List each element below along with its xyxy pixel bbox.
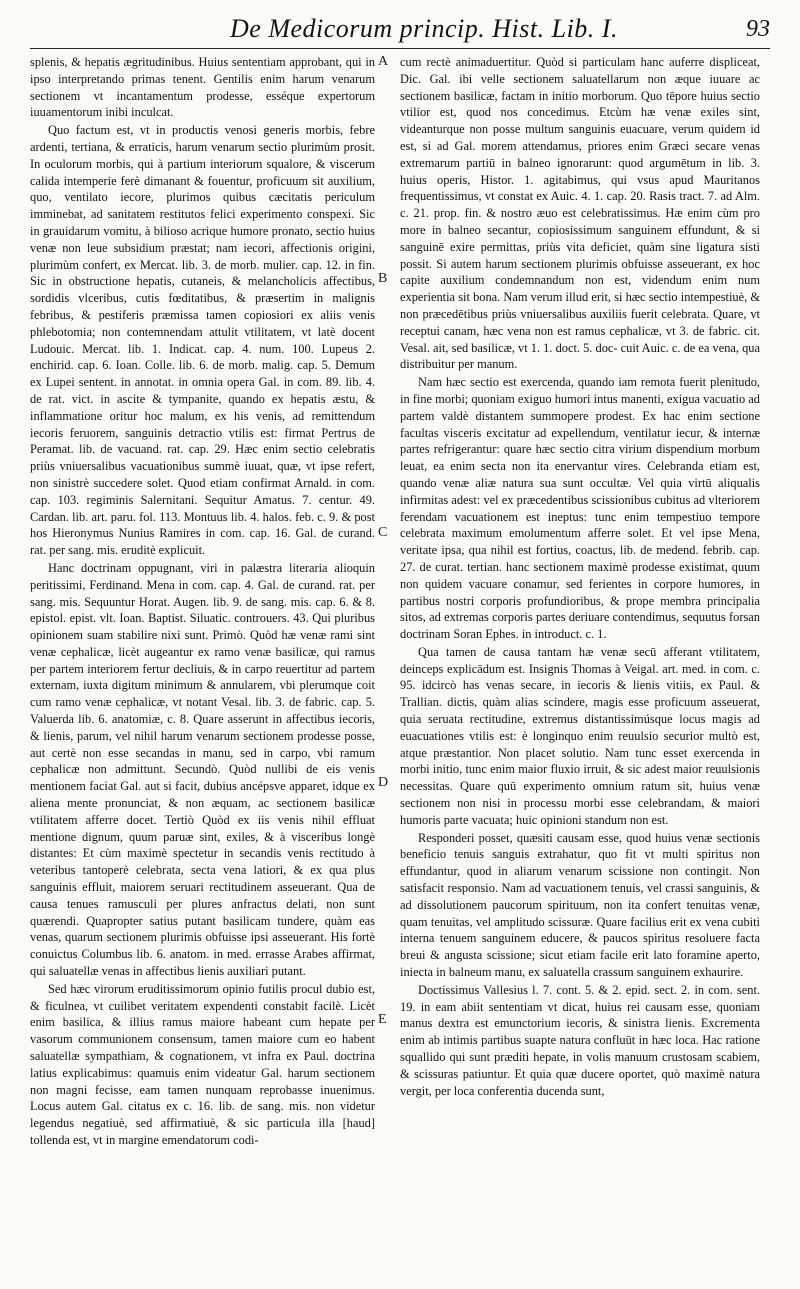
paragraph: splenis, & hepatis ægritudinibus. Huius sententiam approbant, qui in ipso interpretando primas tenent. Gentilis enim harum venarum sectionem vt incantamentum prodesse, esséque expertorum iuuamentorum inibi inculcat. <box>30 55 375 120</box>
paragraph: Doctissimus Vallesius l. 7. cont. 5. & 2. epid. sect. 2. in com. sent. 19. in eam abiit sententiam vt dicat, huius rei causam esse, quoniam manus dextra est emunctorium iecoris, & sinistra lienis. Excrementa enim ab intimis partibus suapte natura confluūt in hæc loca. Hac ratione squallido qui sunt præditi hepate, in volis manuum crustosam scabiem, & scissuras patiuntur. Et quia quæ ducere oportet, quò maximè natura vergit, per loca conferentia ducenda sunt, <box>400 982 760 1098</box>
paragraph: Quo factum est, vt in productis venosi generis morbis, febre ardenti, tertiana, & erraticis, harum venarum sectio plurimùm prosit. In oculorum morbis, qui à partium interiorum squalore, & viscerum calida intemperie ferè dimanant & fouentur, proficuum sit auxilium, quo, ventilato iecore, plurimos quibus cæcitatis periculum imminebat, ad sanitatem restitutos felici experimento conspexi. Sic in grauidarum vomitu, à bilioso acrique humore pronato, sectio huius venæ non leue subsidium præstat; nam iecori, affectionis origini, plurimùm confert, ex Mercat. lib. 3. de morb. mulier. cap. 12. in fin. Sic in obstructione hepatis, cutaneis, & melancholicis affectibus, sordidis vlceribus, cutis fœditatibus, & præsertim in malignis febribus, & pestiferis præmissa tamen copiosiori ex aliis venis phlebotomia; non contemnendam attulit vtilitatem, vt latè docent Ludouic. Mercat. lib. 1. Indicat. cap. 4. num. 100. Lupeus 2. enchirid. cap. 6. Ioan. Colle. lib. 6. de morb. malig. cap. 5. Demum ex Lupei sentent. in annotat. in omnia opera Gal. in com. 89. lib. 4. de rat. vict. in ascite & tympanite, quando ex hepatis æstu, & inflammatione oritur hoc malum, ex his venis, ad remittendum iecoris feruorem, sanguinis detractio vtilis est: firmat Pertrus de Peramat. lib. de vacuand. rat. cap. 29. Hæc enim sectio celebratis priùs vniuersalibus vacuationibus summè iuuat, quæ, vt ipse refert, non sinistrè succedere solet. Quod etiam confirmat Arnald. in com. cap. 103. regiminis Salernitani. Sequitur Amatus. 7. centur. 49. Cardan. lib. art. paru. fol. 113. Montuus lib. 4. halos. feb. c. 9. & post hos Hieronymus Nunius Ramires in com. cap. 16. Gal. de curand. rat. per sang. mis. eruditè explicuit. <box>30 123 375 558</box>
right-column <box>400 54 760 1284</box>
paragraph: cum rectè animaduertitur. Quòd si particulam hanc auferre displiceat, Dic. Gal. ibi velle sectionem saluatellarum non æque iuuare ac sectionem basilicæ, factam in initio morborum. Quo tēpore huius sectio vtilior est, quod nos concedimus. Etcùm hæ venæ exiles sint, videanturque non posse multum sanguinis euacuare, verum quidem id est, si ad Gal. morem attendamus, priores enim Græci secare venas extremarum partiū in balneo ignorarunt: quod argumētum in lib. 3. huius operis, Histor. 1. agitabimus, qui vsus apud Mauritanos frequentissimus, vt constat ex Auic. 4. 1. cap. 20. Rasis tract. 7. ad Alm. c. 21. prop. fin. & nostro æuo est celebratissimus. Hæ enim cùm pro more in balneo secantur, copiosissimum sanguinem effundunt, & si sanguinē exire permittas, priùs vita deficiet, quàm sine ligatura sisti possit. Si autem harum sectionem plurimis obfuisse asseuerant, ex hoc capite auxilium condemnandum non est, videndum enim num experientia sit bona. Nam verum illud erit, si hæc sectio intempestiuè, & non præcedētibus priùs vniuersalibus auxiliis fuerit celebrata. Quare, vt receptui canam, hæc vena non est ramus cephalicæ, vt 3. de fabric. cit. Vesal. ait, sed basilicæ, vt 1. 1. doct. 5. doc- cuit Auic. c. de ea vena, qua distribuitur per manum. <box>400 55 760 372</box>
paragraph: Nam hæc sectio est exercenda, quando iam remota fuerit plenitudo, in fine morbi; quoniam exiguo humori intus manenti, exigua vacuatio ad partem valdè distantem summopere prodest. Ex hac enim sectione facultas visceris excitatur ad expellendum, ventilatur iecur, & internæ partes refrigerantur: quare hæc sectio citra virium dispendium morbum leuat, ea enim secta non ita enervantur vires. Celebranda etiam est, quando venæ aliæ natura sua sunt occultæ. Vel quia virtū aliqualis infirmitas adest: vel ex præcedentibus scissionibus cubitus ad vlteriorem ferendam vacuationem est ineptus: tunc enim tempestiuo tempore celebrata maximum emolumentum afferre solet. Et vel ipse Mena, veritate ipsa, qua nihil est fortius, coactus, lib. de medend. febrib. cap. 27. de curat. tertian. hanc sectionem maximè prodesse existimat, quum non quidem vacuare conamur, sed ferientes in corpore humores, in partibus nostri corporis profundioribus, & prope membra principalia sitos, ad extremas corporis partes deriuare contendimus, sequutus forsan doctrinam Soran Ephes. in introduct. c. 1. <box>400 375 760 642</box>
section-letter-e: E <box>378 1012 387 1027</box>
left-column <box>30 54 375 1284</box>
paragraph: Qua tamen de causa tantam hæ venæ secū afferant vtilitatem, deinceps explicādum est. Insignis Thomas à Veigal. art. med. in com. c. 95. idcircò has venas secare, in iecoris & lienis vitiis, ex Paul. & Trallian. dictis, quàm alias scindere, magis esse proficuum asseuerat, quia seruata rectitudine, extremus distantissimúsque locus magis ad euacuationes vtilis est: è longinquo enim reuulsio securior multò est, atque præstantior. Non placet solutio. Nam tunc esset exercenda in morbi initio, tunc enim maior fluxio irruit, & sic adest maior reuulsionis necessitas. Quare quū experimento omnium ratum sit, huius venæ sectionem non nisi in processu morbi esse celebrandam, & maiori humoris parte vacuata; huic opinioni standum non est. <box>400 644 760 827</box>
running-head: De Medicorum princip. Hist. Lib. I. <box>230 14 618 43</box>
page-number: 93 <box>746 16 770 42</box>
page-header <box>30 8 770 49</box>
section-letter-b: B <box>378 271 388 286</box>
section-letter-d: D <box>378 775 389 790</box>
paragraph: Hanc doctrinam oppugnant, viri in palæstra literaria alioquin peritissimi, Ferdinand. Mena in com. cap. 4. Gal. de curand. rat. per sang. mis. Sequuntur Horat. Augen. lib. 9. de sang. mis. cap. 6. & 8. epistol. epist. vlt. Ioan. Baptist. Siluatic. controuers. 43. Qui pluribus opinionem suam stabilire nixi sunt. Primò. Quòd hæ venæ rami sint venæ cephalicæ, licèt augeantur ex ramo venæ basilicæ, qui ramus per partem interiorem fertur decliuis, & in carpo reuertitur ad partem externam, iuxta digitum minimum & annularem, vbi plerumque coit cum ramo venæ cephalicæ, vt notant Vesal. lib. 3. de fabric. cap. 5. Valuerda lib. 6. anatomiæ, c. 8. Quare asserunt in affectibus iecoris, & lienis, parum, vel nihil harum venarum sectionem prodesse posse, aut certè non esse secandas in manu, sed in carpo, vbi ramum cephalicæ non admittunt. Secundò. Quòd nullibi de eis venis mentionem faciat Gal. aut si facit, dubius ancépsve apparet, idque ex aliena mente pronunciat, & non æquam, ac sectionem basilicæ vtilitatem afferre docet. Tertiò Quòd ex iis venis nihil effluat mentione dignum, quum paruæ sint, exiles, & à visceribus longè distantes: Et cùm maximè spectetur in secandis venis rectitudo à veteribus tantoperè celebrata, secta vena latiori, & ex qua plus sanguinis effluit, maiorem seruari rectitudinem asseuerant. Qua de causa tenues ramusculi per plures anfractus delati, non sunt quærendi. Quapropter satius putant basilicam tundere, quàm eas venas, quarum sectionem plurimis obfuisse ipsi asseuerant. His fortè conuictus Columbus lib. 6. anatom. in med. errasse Arabes affirmat, qui saluatellæ venas in affectibus lienis auxiliari putant. <box>30 560 375 979</box>
paragraph: Sed hæc virorum eruditissimorum opinio futilis procul dubio est, & ficulnea, vt cuilibet veritatem expendenti constabit facilè. Licèt enim basilica, & illius ramus maiore habeant cum hepate per vasorum communionem consensum, tamen maiore cum eo habent saluatellæ sympathiam, & cognationem, vt infra ex Paul. doctrina latius explicabimus: quamuis enim videatur Gal. harum sectionem non magni fecisse, eam tamen nunquam reprobasse inuenimus. Locus autem Gal. citatus ex c. 16. lib. de sang. mis. non videtur legendus negatiuè, sed affirmatiuè, & sic particula illa [haud] tollenda est, vt in margine emendatorum codi- <box>30 981 375 1147</box>
section-letter-a: A <box>378 54 389 69</box>
section-letter-c: C <box>378 525 388 540</box>
paragraph: Responderi posset, quæsiti causam esse, quod huius venæ sectionis beneficio tenuis sanguis extrahatur, quo fit vt multi spiritus non effundantur, quod in aliarum venarum scissione non contingit. Non satisfacit responsio. Nam ad vacuationem tenuis, vel crassi sanguinis, & ad dissolutionem paucorum spirituum, non ita confert tenuitas venæ, quam tenuitas, vel amplitudo scissuræ. Quare facilius erit ex vena cubiti interna tenuem sanguinem educere, & paucos spiritus resoluere facta breui & angusta scissione; sicut etiam facile erit lato foramine aperto, iniecta in balneum manu, ex saluatella crassum sanguinem exhaurire. <box>400 830 760 980</box>
